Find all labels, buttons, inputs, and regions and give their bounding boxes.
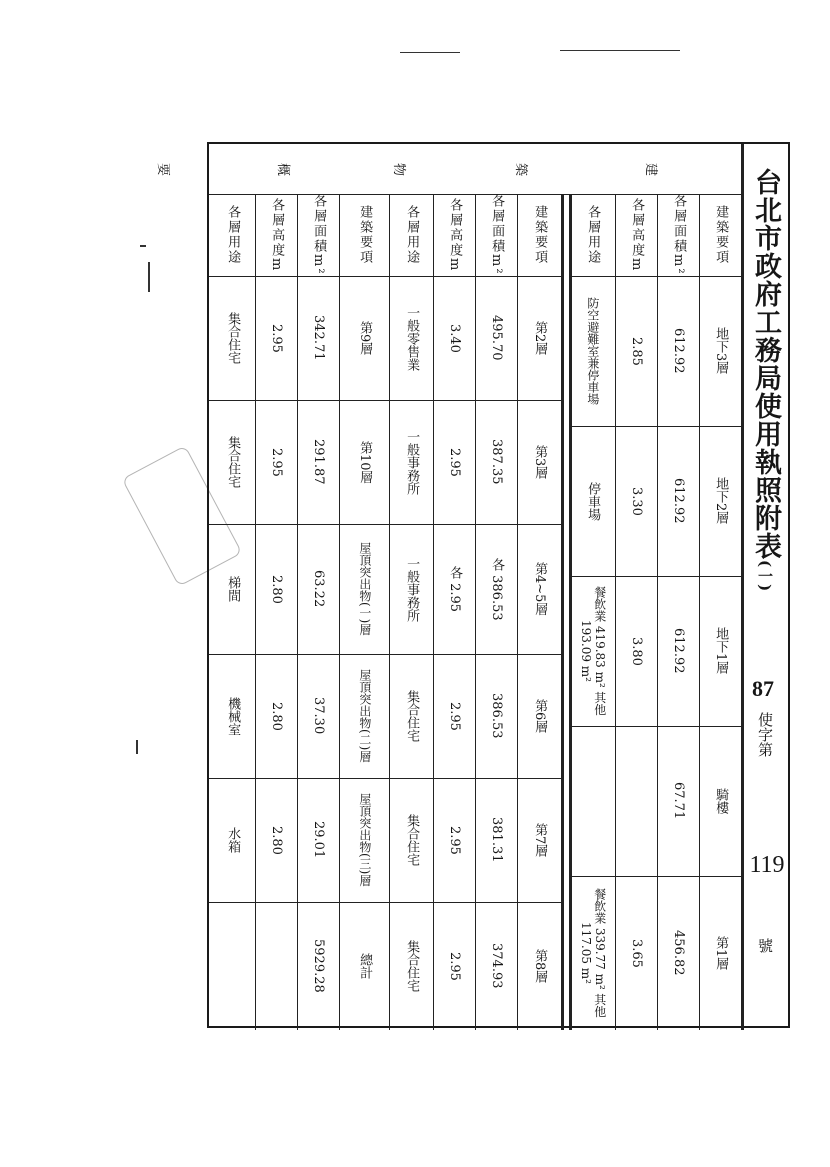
block3-use-cell: 集合住宅 (225, 312, 241, 364)
block2-item-cell: 第8層 (532, 948, 548, 984)
table-rule (433, 276, 475, 277)
table-rule (339, 654, 389, 655)
table-rule (699, 726, 741, 727)
table-rule (561, 194, 564, 1030)
section-title-char: 建 (643, 162, 659, 177)
table-rule (475, 400, 517, 401)
table-rule (475, 276, 517, 277)
height-label: 各層高度m (447, 197, 463, 273)
scan-mark (140, 245, 146, 247)
block2-use-cell: 一般事務所 (404, 429, 420, 495)
table-rule (615, 576, 657, 577)
block1-area-cell: 612.92 (671, 478, 687, 524)
table-rule (339, 400, 389, 401)
block2-item-cell: 第6層 (532, 698, 548, 734)
block1-height-cell: 2.85 (629, 336, 645, 366)
block2-area-cell: 387.35 (489, 439, 505, 485)
table-rule (433, 524, 475, 525)
title-suffix: (一) (756, 560, 774, 593)
block1-area-cell: 612.92 (671, 628, 687, 674)
block1-height-cell: 3.65 (629, 938, 645, 968)
table-rule (615, 726, 657, 727)
table-rule (297, 524, 339, 525)
block2-item-cell: 第4~5層 (532, 562, 548, 616)
permit-type-label: 使字第 (756, 712, 774, 757)
table-rule (339, 276, 389, 277)
height-label: 各層高度m (269, 197, 285, 273)
block1-use-cell: 防空避難室兼停車場 (585, 297, 600, 405)
permit-number: 119 (749, 852, 785, 878)
table-rule (517, 276, 561, 277)
block3-height-cell: 2.95 (269, 447, 285, 477)
block2-height-cell: 2.95 (447, 701, 463, 731)
block2-height-cell: 2.95 (447, 447, 463, 477)
table-rule (657, 726, 699, 727)
block1-item-cell: 地下2層 (713, 477, 729, 525)
table-rule (209, 778, 255, 779)
item-label: 建築要項 (532, 205, 548, 265)
block1-use-cell: 餐飲業 419.83 m² 其他 193.09 m² (579, 586, 607, 716)
permit-year: 87 (752, 676, 774, 701)
scan-mark (560, 50, 680, 51)
table-rule (569, 426, 615, 427)
table-rule (339, 524, 389, 525)
block3-area-cell: 37.30 (311, 697, 327, 735)
block1-height-cell (615, 726, 657, 876)
use-label: 各層用途 (585, 205, 601, 265)
scan-mark (400, 52, 460, 53)
table-rule (657, 426, 699, 427)
permit-attachment-table (207, 142, 790, 1028)
block2-use-cell: 集合住宅 (404, 814, 420, 866)
table-rule (699, 276, 741, 277)
block2-height-cell: 3.40 (447, 323, 463, 353)
table-rule (209, 902, 255, 903)
table-rule (657, 276, 699, 277)
table-rule (615, 276, 657, 277)
block1-area-cell: 67.71 (671, 782, 687, 820)
block3-use-cell: 梯間 (225, 576, 241, 602)
title-text: 台北市政府工務局使用執照附表 (750, 168, 781, 560)
table-rule (389, 778, 433, 779)
block1-use-cell (569, 726, 615, 876)
table-rule (517, 654, 561, 655)
table-rule (433, 778, 475, 779)
block3-area-cell: 63.22 (311, 570, 327, 608)
scan-mark (148, 262, 150, 292)
table-rule (255, 524, 297, 525)
table-rule (657, 576, 699, 577)
table-rule (699, 576, 741, 577)
area-label: 各層面積m² (489, 194, 505, 276)
block3-use-cell: 水箱 (225, 827, 241, 853)
table-rule (517, 524, 561, 525)
table-rule (209, 654, 255, 655)
table-rule (209, 524, 255, 525)
scan-mark (136, 740, 138, 754)
block2-height-cell: 2.95 (447, 951, 463, 981)
table-rule (433, 902, 475, 903)
table-rule (475, 902, 517, 903)
table-rule (339, 778, 389, 779)
block3-item-cell: 總計 (357, 953, 373, 979)
table-rule (517, 902, 561, 903)
block3-item-cell: 屋頂突出物(一)層 (357, 542, 372, 636)
block2-use-cell: 一般事務所 (404, 556, 420, 622)
height-label: 各層高度m (629, 197, 645, 273)
document-title (745, 168, 785, 592)
block2-item-cell: 第2層 (532, 320, 548, 356)
block2-use-cell: 集合住宅 (404, 690, 420, 742)
block3-item-cell: 屋頂突出物(三)層 (357, 793, 372, 887)
table-rule (389, 902, 433, 903)
permit-number-suffix: 號 (756, 938, 774, 953)
table-rule (657, 876, 699, 877)
block1-item-cell: 騎樓 (713, 788, 729, 814)
block3-area-cell: 29.01 (311, 821, 327, 859)
block2-area-cell: 374.93 (489, 943, 505, 989)
table-rule (569, 876, 615, 877)
block2-area-cell: 495.70 (489, 315, 505, 361)
table-rule (517, 400, 561, 401)
use-label: 各層用途 (225, 205, 241, 265)
item-label: 建築要項 (357, 205, 373, 265)
block3-use-cell: 集合住宅 (225, 436, 241, 488)
table-rule (209, 400, 255, 401)
table-rule (475, 778, 517, 779)
block2-height-cell: 各 2.95 (447, 565, 463, 613)
block2-use-cell: 集合住宅 (404, 940, 420, 992)
table-rule (615, 426, 657, 427)
table-rule (475, 654, 517, 655)
block3-item-cell: 第9層 (357, 320, 373, 356)
area-label: 各層面積m² (311, 194, 327, 276)
block3-area-cell: 342.71 (311, 315, 327, 361)
block1-height-cell: 3.30 (629, 486, 645, 516)
table-rule (389, 524, 433, 525)
block1-height-cell: 3.80 (629, 636, 645, 666)
table-rule (615, 876, 657, 877)
section-title (155, 146, 742, 194)
area-label: 各層面積m² (671, 194, 687, 276)
item-label: 建築要項 (713, 205, 729, 265)
block3-height-cell: 2.95 (269, 323, 285, 353)
section-title-char: 要 (155, 162, 171, 177)
table-rule (699, 426, 741, 427)
block1-use-cell: 餐飲業 339.77 m² 其他 117.05 m² (579, 888, 607, 1018)
use-label: 各層用途 (404, 205, 420, 265)
table-rule (209, 276, 255, 277)
block2-use-cell: 一般零售業 (404, 305, 420, 371)
block2-item-cell: 第3層 (532, 444, 548, 480)
block3-height-cell: 2.80 (269, 825, 285, 855)
table-rule (297, 778, 339, 779)
block3-height-cell: 2.80 (269, 701, 285, 731)
table-rule (255, 654, 297, 655)
table-rule (255, 400, 297, 401)
table-rule (297, 276, 339, 277)
block3-area-cell: 291.87 (311, 439, 327, 485)
table-rule (741, 144, 744, 1030)
block2-area-cell: 386.53 (489, 693, 505, 739)
section-title-char: 概 (275, 162, 291, 177)
block2-item-cell: 第7層 (532, 822, 548, 858)
block3-use-cell (209, 902, 255, 1030)
block1-area-cell: 456.82 (671, 930, 687, 976)
table-rule (389, 400, 433, 401)
table-rule (569, 726, 615, 727)
table-rule (569, 576, 615, 577)
block1-area-cell: 612.92 (671, 328, 687, 374)
table-rule (699, 876, 741, 877)
table-rule (255, 778, 297, 779)
table-rule (517, 778, 561, 779)
block3-item-cell: 屋頂突出物(二)層 (357, 669, 372, 763)
table-rule (255, 276, 297, 277)
table-rule (569, 276, 615, 277)
section-title-char: 築 (513, 162, 529, 177)
block2-height-cell: 2.95 (447, 825, 463, 855)
block2-area-cell: 各 386.53 (489, 557, 505, 621)
table-rule (339, 902, 389, 903)
table-rule (389, 654, 433, 655)
block2-area-cell: 381.31 (489, 817, 505, 863)
block1-use-cell: 停車場 (585, 481, 601, 521)
table-rule (297, 654, 339, 655)
table-rule (389, 276, 433, 277)
table-rule (433, 654, 475, 655)
block3-height-cell (255, 902, 297, 1030)
block3-height-cell: 2.80 (269, 574, 285, 604)
block3-use-cell: 機械室 (225, 696, 241, 736)
table-rule (475, 524, 517, 525)
table-rule (297, 902, 339, 903)
block1-item-cell: 第1層 (713, 935, 729, 971)
section-title-char: 物 (391, 162, 407, 177)
table-rule (433, 400, 475, 401)
block3-item-cell: 第10層 (357, 440, 373, 484)
block3-area-cell: 5929.28 (311, 939, 327, 993)
block1-item-cell: 地下3層 (713, 327, 729, 375)
table-rule (255, 902, 297, 903)
block1-item-cell: 地下1層 (713, 627, 729, 675)
table-rule (297, 400, 339, 401)
